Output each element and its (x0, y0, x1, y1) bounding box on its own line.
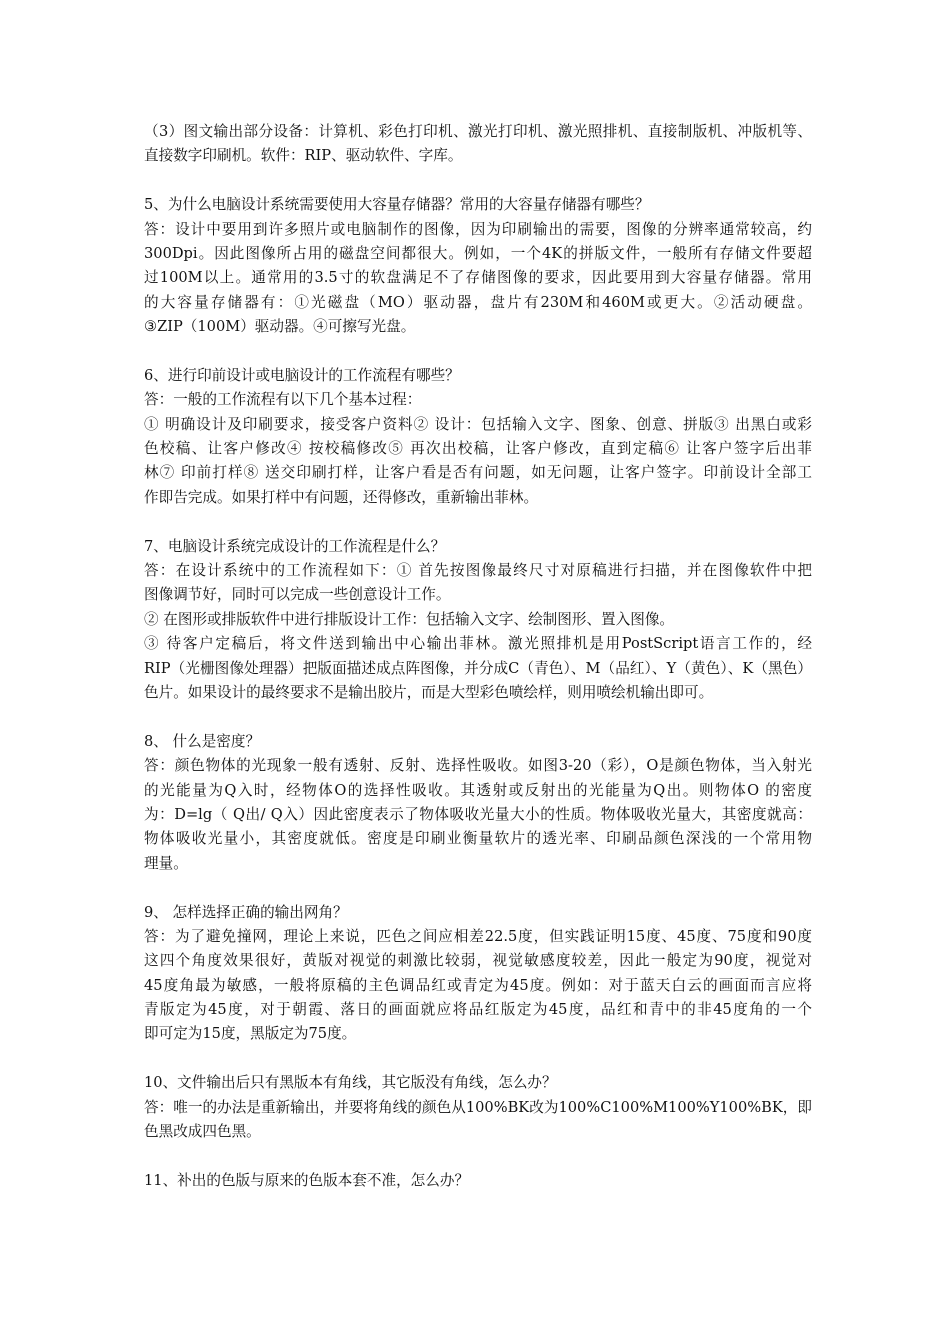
text-line: 答：颜色物体的光现象一般有透射、反射、选择性吸收。如图3-20（彩），O是颜色物体，当入射光 (144, 757, 812, 775)
text-line: 色校稿、让客户修改④ 按校稿修改⑤ 再次出校稿，让客户修改，直到定稿⑥ 让客户签字后出菲 (144, 440, 812, 458)
text-line: 10、文件输出后只有黑版本有角线，其它版没有角线，怎么办？ (144, 1074, 557, 1092)
text-line: 的光能量为Q入时，经物体O的选择性吸收。其透射或反射出的光能量为Q出。则物体O 的密度 (144, 781, 812, 799)
text-line: 答：一般的工作流程有以下几个基本过程： (144, 391, 422, 409)
blank-line (144, 340, 812, 364)
text-line: 5、为什么电脑设计系统需要使用大容量存储器？常用的大容量存储器有哪些？ (144, 196, 650, 214)
text-line: 青版定为45度，对于朝霞、落日的画面就应将品红版定为45度，品红和青中的非45度角的一个 (144, 1001, 812, 1019)
text-line: 即可定为15度，黑版定为75度。 (144, 1025, 357, 1043)
text-line: ② 在图形或排版软件中进行排版设计工作：包括输入文字、绘制图形、置入图像。 (144, 610, 675, 628)
blank-line (144, 510, 812, 534)
blank-line (144, 876, 812, 900)
text-line: ③ZIP（100M）驱动器。④可擦写光盘。 (144, 318, 416, 336)
text-line: 9、 怎样选择正确的输出网角？ (144, 903, 348, 921)
text-line: 为：D=lg（ Q出/ Q入）因此密度表示了物体吸收光量大小的性质。物体吸收光量大，其密度就高： (144, 805, 812, 823)
text-line: 答：唯一的办法是重新输出，并要将角线的颜色从100%BK改为100%C100%M100%Y100%BK，即 (144, 1098, 812, 1116)
text-line: 11、补出的色版与原来的色版本套不准，怎么办？ (144, 1171, 470, 1189)
text-line: 6、进行印前设计或电脑设计的工作流程有哪些？ (144, 366, 460, 384)
text-line: 答：设计中要用到许多照片或电脑制作的图像，因为印刷输出的需要，图像的分辨率通常较高，约 (144, 220, 812, 238)
text-line: ① 明确设计及印刷要求，接受客户资料② 设计：包括输入文字、图象、创意、拼版③ 出黑白或彩 (144, 415, 812, 433)
blank-line (144, 1144, 812, 1168)
text-line: ③ 待客户定稿后，将文件送到输出中心输出菲林。激光照排机是用PostScript语言工作的，经 (144, 635, 812, 653)
text-line: 答：为了避免撞网，理论上来说，匹色之间应相差22.5度，但实践证明15度、45度、75度和90度 (144, 927, 812, 945)
text-line: 300Dpi。因此图像所占用的磁盘空间都很大。例如，一个4K的拼版文件，一般所有存储文件要超 (144, 244, 812, 262)
text-line: 这四个角度效果很好，黄版对视觉的刺激比较弱，视觉敏感度较差，因此一般定为90度，视觉对 (144, 952, 812, 970)
document-body (144, 120, 812, 1193)
text-line: 直接数字印刷机。软件：RIP、驱动软件、字库。 (144, 147, 463, 165)
blank-line (144, 169, 812, 193)
text-line: 45度角最为敏感，一般将原稿的主色调品红或青定为45度。例如：对于蓝天白云的画面而言应将 (144, 976, 812, 994)
text-line: 林⑦ 印前打样⑧ 送交印刷打样，让客户看是否有问题，如无问题，让客户签字。印前设计全部工 (144, 464, 812, 482)
text-line: 色黑改成四色黑。 (144, 1123, 261, 1141)
text-line: RIP（光栅图像处理器）把版面描述成点阵图像，并分成C（青色）、M（品红）、Y（黄色）、K（黑色） (144, 659, 812, 677)
text-line: 8、 什么是密度？ (144, 732, 261, 750)
text-line: 理量。 (144, 854, 188, 872)
text-line: （3）图文输出部分设备：计算机、彩色打印机、激光打印机、激光照排机、直接制版机、冲版机等、 (144, 123, 812, 140)
text-line: 7、电脑设计系统完成设计的工作流程是什么？ (144, 537, 446, 555)
text-line: 图像调节好，同时可以完成一些创意设计工作。 (144, 586, 451, 604)
blank-line (144, 1047, 812, 1071)
text-line: 答：在设计系统中的工作流程如下：① 首先按图像最终尺寸对原稿进行扫描，并在图像软件中把 (144, 562, 812, 580)
text-line: 物体吸收光量小，其密度就低。密度是印刷业衡量软片的透光率、印刷品颜色深浅的一个常用物 (144, 830, 812, 848)
text-line: 的大容量存储器有：①光磁盘（MO）驱动器，盘片有230M和460M或更大。②活动硬盘。 (144, 293, 812, 311)
text-line: 色片。如果设计的最终要求不是输出胶片，而是大型彩色喷绘样，则用喷绘机输出即可。 (144, 683, 714, 701)
blank-line (144, 705, 812, 729)
text-line: 作即告完成。如果打样中有问题，还得修改，重新输出菲林。 (144, 488, 539, 506)
text-line: 过100M以上。通常用的3.5寸的软盘满足不了存储图像的要求，因此要用到大容量存储器。常用 (144, 269, 812, 287)
